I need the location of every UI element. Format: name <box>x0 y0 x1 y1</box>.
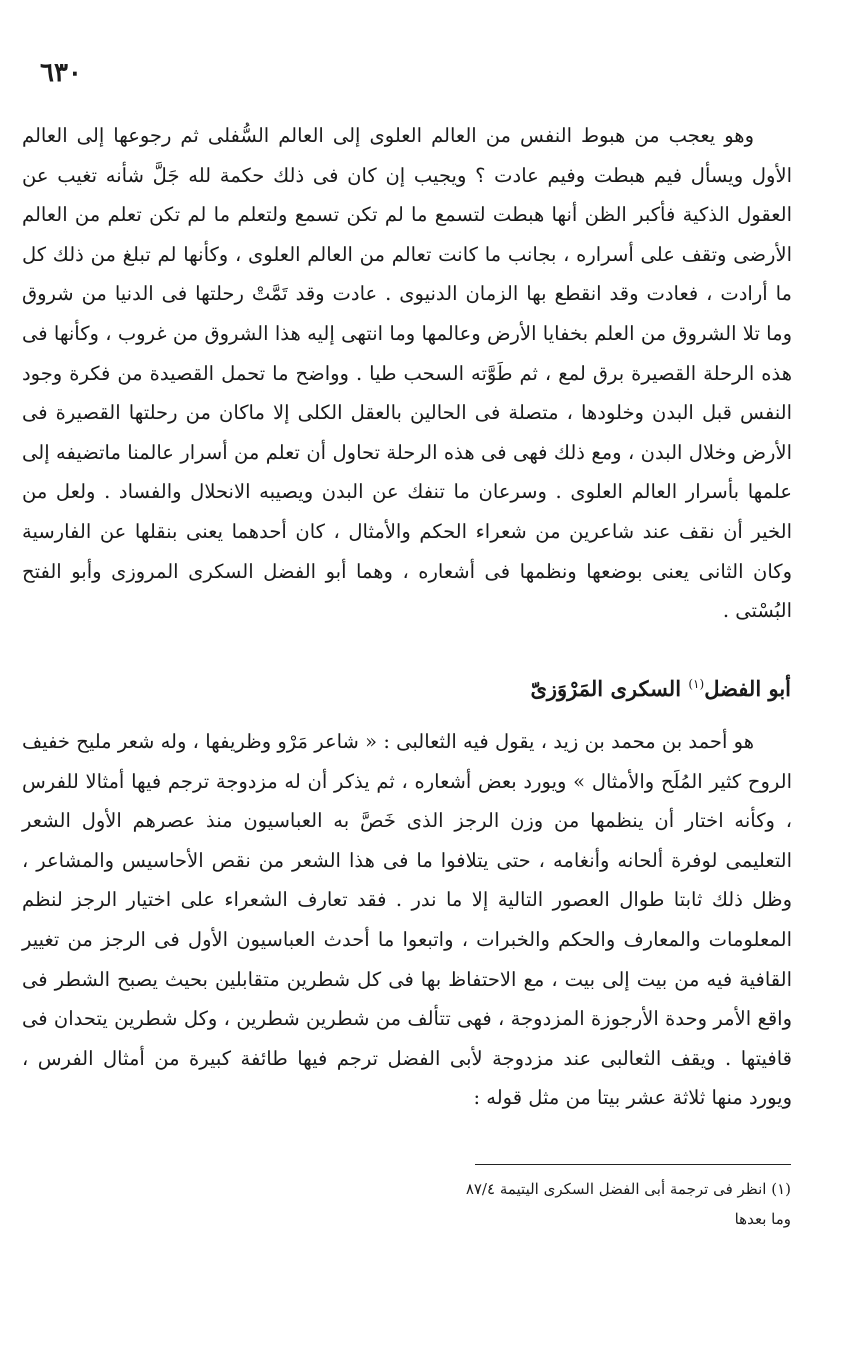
footnote <box>371 1174 791 1234</box>
section-heading <box>51 676 791 701</box>
footnote-line-1: (١) انظر فى ترجمة أبى الفضل السكرى اليتيمة ٨٧/٤ <box>465 1180 791 1198</box>
paragraph-1-text: وهو يعجب من هبوط النفس من العالم العلوى إلى العالم السُّفلى ثم رجوعها إلى العالم الأول ويسأل فيم هبطت وفيم عادت ؟ ويجيب إن كان فى ذلك حكمة لله جَلَّ شأنه تغيب عن العقول الذكية فأكبر الظن أنها هبطت لتسمع ما لم تكن تسمع ولتعلم ما لم تكن تعلم من العالم الأرضى وتقف على أسراره ، بجانب ما كانت تعالم من العالم العلوى ، وكأنها لم تبلغ من ذلك كل ما أرادت ، فعادت وقد انقطع بها الزمان الدنيوى . عادت وقد تَمَّتْ رحلتها فى الدنيا من شروق وما تلا الشروق من العلم بخفايا الأرض وعالمها وما انتهى إليه هذا الشروق من غروب ، وكأنها فى هذه الرحلة القصيرة برق لمع ، ثم طَوَّته السحب طيا . وواضح ما تحمل القصيدة من فكرة وجود النفس قبل البدن وخلودها ، متصلة فى الحالين بالعقل الكلى إلا ماكان من رحلتها القصيرة فى الأرض وخلال البدن ، ومع ذلك فهى فى هذه الرحلة تحاول أن تعلم من أسرار عالمنا ماتضيفه إلى علمها بأسرار العالم العلوى . وسرعان ما تنفك عن البدن ويصيبه الانحلال والفساد . ولعل من الخير أن نقف عند شاعرين من شعراء الحكم والأمثال ، كان أحدهما يعنى بنقلها عن الفارسية وكان الثانى يعنى بوضعها ونظمها فى أشعاره ، وهما أبو الفضل السكرى المروزى وأبو الفتح البُسْتى . <box>22 124 792 623</box>
body-paragraph-2 <box>22 722 792 1118</box>
page-number: ٦٣٠ <box>40 58 82 88</box>
footnote-marker: (١) <box>688 677 705 691</box>
footnote-line-2: وما بعدها <box>734 1210 791 1228</box>
body-paragraph-1 <box>22 116 792 631</box>
footnote-divider <box>475 1164 791 1165</box>
heading-name: أبو الفضل <box>704 676 791 701</box>
paragraph-2-text: هو أحمد بن محمد بن زيد ، يقول فيه الثعالبى : « شاعر مَرْو وظريفها ، وله شعر مليح خفيف الروح كثير المُلَح والأمثال » ويورد بعض أشعاره ، ثم يذكر أن له مزدوجة ترجم فيها أمثالا للفرس ، وكأنه اختار أن ينظمها من وزن الرجز الذى خَصَّ به العباسيون منذ عصرهم الأول الشعر التعليمى لوفرة ألحانه وأنغامه ، حتى يتلافوا ما فى هذا الشعر من نقص الأحاسيس والمشاعر ، وظل ذلك ثابتا طوال العصور التالية إلا ما ندر . فقد تعارف الشعراء على اختيار الرجز لنظم المعلومات والمعارف والحكم والخبرات ، واتبعوا ما أحدث العباسيون الأول فى الرجز من تغيير القافية فيه من بيت إلى بيت ، مع الاحتفاظ بها فى كل شطرين متقابلين بحيث يصبح الشطر فى واقع الأمر وحدة الأرجوزة المزدوجة ، فهى تتألف من شطرين شطرين ، وكل شطرين يتحدان فى قافيتها . ويقف الثعالبى عند مزدوجة لأبى الفضل ترجم فيها طائفة كبيرة من أمثال الفرس ، ويورد منها ثلاثة عشر بيتا من مثل قوله : <box>22 730 792 1110</box>
heading-name-rest: السكرى المَرْوَزىّ <box>530 676 682 701</box>
